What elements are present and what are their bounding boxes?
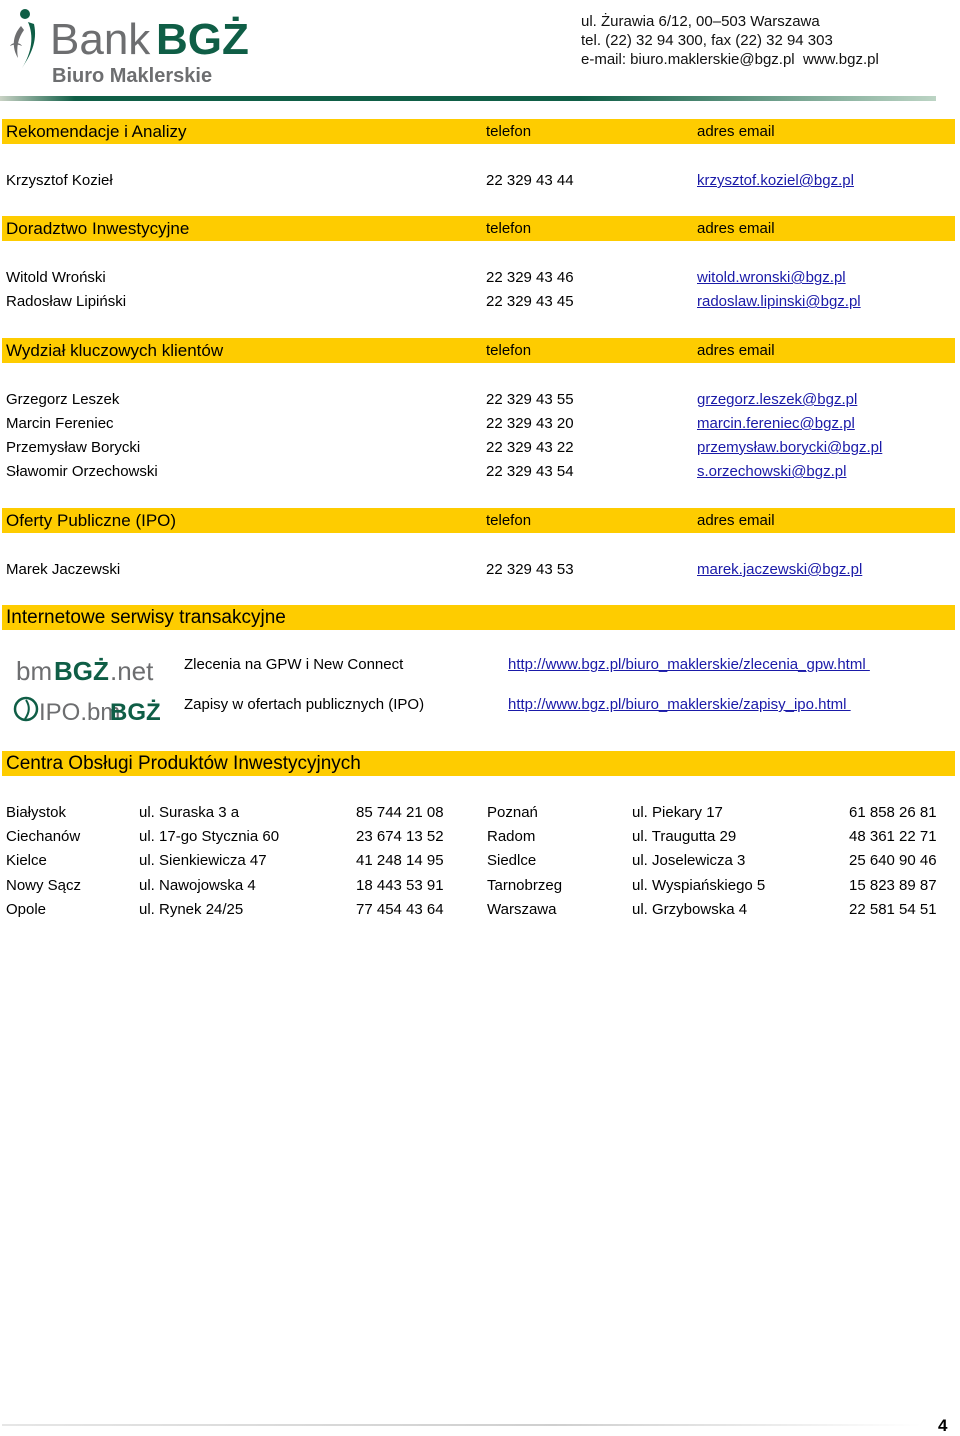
contact-row (0, 389, 960, 411)
center-city: Poznań (487, 804, 538, 821)
contact-name: Marcin Fereniec (6, 415, 114, 432)
center-address: ul. Joselewicza 3 (632, 852, 746, 869)
section-title: Rekomendacje i Analizy (6, 122, 187, 141)
section-bar-advisory (2, 216, 955, 241)
section-bar-centers (2, 751, 955, 776)
section-title: Oferty Publiczne (IPO) (6, 511, 177, 530)
center-phone: 23 674 13 52 (356, 828, 444, 845)
center-row (0, 875, 960, 897)
ipo-bmbgz-logo[interactable] (14, 692, 161, 726)
contact-email-link[interactable]: krzysztof.koziel@bgz.pl (697, 172, 854, 189)
center-address: ul. Wyspiańskiego 5 (632, 877, 766, 894)
contact-email-link[interactable]: grzegorz.leszek@bgz.pl (697, 391, 858, 408)
column-header-phone: telefon (486, 123, 532, 140)
center-city: Radom (487, 828, 536, 845)
contact-name: Krzysztof Kozieł (6, 172, 113, 189)
footer-divider (2, 1424, 922, 1426)
service-description: Zlecenia na GPW i New Connect (184, 656, 404, 673)
column-header-email: adres email (697, 512, 775, 529)
contact-phone: 22 329 43 45 (486, 293, 574, 310)
contact-row (0, 461, 960, 483)
section-title: Wydział kluczowych klientów (6, 341, 224, 360)
section-bar-key-clients (2, 338, 955, 363)
header-divider (0, 96, 936, 101)
service-row (0, 648, 960, 688)
section-title: Doradztwo Inwestycyjne (6, 219, 190, 238)
center-city: Ciechanów (6, 828, 81, 845)
contact-email-link[interactable]: marcin.fereniec@bgz.pl (697, 415, 855, 432)
header-address: ul. Żurawia 6/12, 00–503 Warszawa (581, 13, 820, 30)
center-city: Nowy Sącz (6, 877, 82, 894)
column-header-email: adres email (697, 123, 775, 140)
contact-row (0, 413, 960, 435)
contact-email-link[interactable]: s.orzechowski@bgz.pl (697, 463, 847, 480)
contact-phone: 22 329 43 22 (486, 439, 574, 456)
section-title: Centra Obsługi Produktów Inwestycyjnych (6, 753, 361, 774)
bank-bgz-logo (8, 2, 258, 88)
contact-row (0, 291, 960, 313)
contact-name: Witold Wroński (6, 269, 106, 286)
svg-text:BGŻ: BGŻ (54, 656, 109, 686)
header-phone: tel. (22) 32 94 300, fax (22) 32 94 303 (581, 32, 833, 49)
contact-name: Radosław Lipiński (6, 293, 127, 310)
contact-name: Przemysław Borycki (6, 439, 141, 456)
center-row (0, 850, 960, 872)
page-header (0, 0, 960, 100)
bmbgz-net-logo[interactable] (14, 652, 154, 686)
logo-bgz-text: BGŻ (156, 15, 249, 64)
section-bar-ipo (2, 508, 955, 533)
center-phone: 41 248 14 95 (356, 852, 444, 869)
column-header-email: adres email (697, 342, 775, 359)
center-phone: 22 581 54 51 (849, 901, 937, 918)
svg-text:.net: .net (110, 656, 154, 686)
logo-bank-text: Bank (50, 15, 151, 64)
contact-email-link[interactable]: marek.jaczewski@bgz.pl (697, 561, 863, 578)
contact-row (0, 437, 960, 459)
center-row (0, 802, 960, 824)
svg-text:BGŻ: BGŻ (110, 699, 161, 726)
center-phone: 61 858 26 81 (849, 804, 937, 821)
center-city: Warszawa (487, 901, 557, 918)
center-address: ul. Suraska 3 a (139, 804, 240, 821)
column-header-email: adres email (697, 220, 775, 237)
logo-sub-text: Biuro Maklerskie (52, 65, 213, 87)
section-bar-recommendations (2, 119, 955, 144)
center-row (0, 826, 960, 848)
header-email-web: e-mail: biuro.maklerskie@bgz.pl www.bgz.pl (581, 51, 879, 68)
center-city: Opole (6, 901, 47, 918)
column-header-phone: telefon (486, 342, 532, 359)
page-number: 4 (938, 1416, 948, 1435)
center-phone: 85 744 21 08 (356, 804, 444, 821)
svg-text:IPO.bm: IPO.bm (39, 699, 121, 726)
contact-name: Sławomir Orzechowski (6, 463, 158, 480)
center-address: ul. Grzybowska 4 (632, 901, 748, 918)
contact-name: Marek Jaczewski (6, 561, 121, 578)
service-url-link[interactable]: http://www.bgz.pl/biuro_maklerskie/zapisy_ipo.html (508, 696, 851, 713)
column-header-phone: telefon (486, 512, 532, 529)
center-address: ul. Nawojowska 4 (139, 877, 256, 894)
center-address: ul. Traugutta 29 (632, 828, 737, 845)
service-row (0, 688, 960, 728)
contact-email-link[interactable]: radoslaw.lipinski@bgz.pl (697, 293, 861, 310)
contact-phone: 22 329 43 20 (486, 415, 574, 432)
center-city: Białystok (6, 804, 67, 821)
contact-phone: 22 329 43 54 (486, 463, 574, 480)
contact-phone: 22 329 43 44 (486, 172, 574, 189)
column-header-phone: telefon (486, 220, 532, 237)
contact-email-link[interactable]: przemysław.borycki@bgz.pl (697, 439, 883, 456)
center-phone: 25 640 90 46 (849, 852, 937, 869)
service-description: Zapisy w ofertach publicznych (IPO) (184, 696, 425, 713)
contact-row (0, 559, 960, 581)
section-title: Internetowe serwisy transakcyjne (6, 607, 286, 628)
header-contact (581, 12, 879, 69)
svg-text:bm: bm (16, 656, 53, 686)
contact-phone: 22 329 43 55 (486, 391, 574, 408)
contact-name: Grzegorz Leszek (6, 391, 120, 408)
center-address: ul. Sienkiewicza 47 (139, 852, 267, 869)
center-city: Kielce (6, 852, 47, 869)
center-phone: 48 361 22 71 (849, 828, 937, 845)
center-phone: 18 443 53 91 (356, 877, 444, 894)
center-city: Tarnobrzeg (487, 877, 563, 894)
center-phone: 77 454 43 64 (356, 901, 444, 918)
contact-email-link[interactable]: witold.wronski@bgz.pl (697, 269, 846, 286)
center-address: ul. 17-go Stycznia 60 (139, 828, 280, 845)
contact-row (0, 170, 960, 192)
center-phone: 15 823 89 87 (849, 877, 937, 894)
center-address: ul. Piekary 17 (632, 804, 723, 821)
contact-phone: 22 329 43 46 (486, 269, 574, 286)
contact-phone: 22 329 43 53 (486, 561, 574, 578)
center-city: Siedlce (487, 852, 537, 869)
service-url-link[interactable]: http://www.bgz.pl/biuro_maklerskie/zlecenia_gpw.html (508, 656, 870, 673)
section-bar-internet-services (2, 605, 955, 630)
center-address: ul. Rynek 24/25 (139, 901, 244, 918)
contact-row (0, 267, 960, 289)
center-row (0, 899, 960, 921)
